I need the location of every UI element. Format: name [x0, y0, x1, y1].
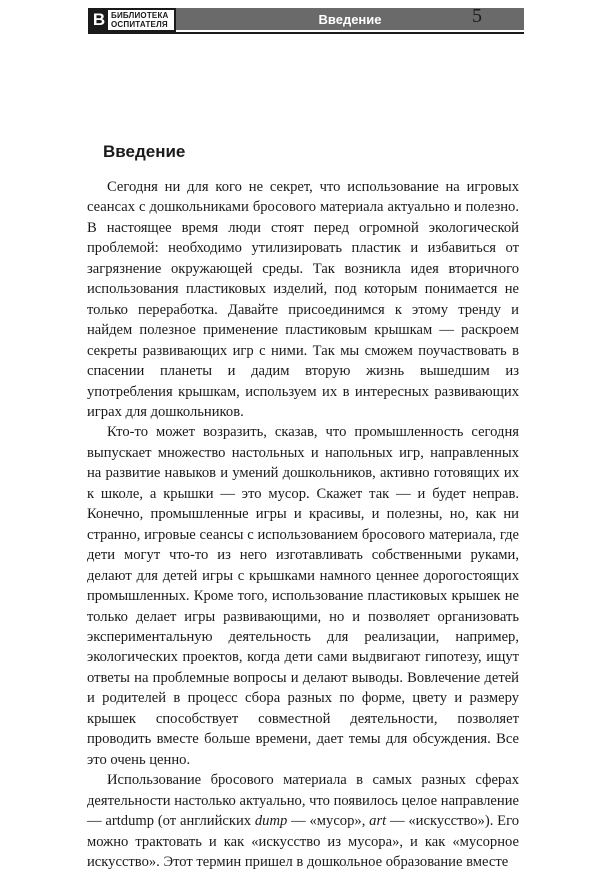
logo-line-1: БИБЛИОТЕКА	[111, 11, 169, 20]
header-section-title: Введение	[176, 8, 524, 30]
page-number: 5	[472, 5, 482, 27]
chapter-heading: Введение	[103, 142, 186, 161]
paragraph-1: Сегодня ни для кого не секрет, что использование на игровых сеансах с дошкольниками бросового материала актуально и полезно. В настоящее время люди стоят перед огромной экологической проблемой: необходимо утилизировать пластик и избавиться от загрязнение окружающей среды. Так возникла идея вторичного использования пластиковых изделий, под которым понимается не только переработка. Давайте присоединимся к этому тренду и найдем полезное применение пластиковым крышкам — раскроем секреты развивающих игр с ними. Так мы сможем поучаствовать в спасении планеты и дадим вторую жизнь вышедшим из употребления крышкам, используем их в интересных развивающих играх для дошкольников.	[87, 179, 519, 420]
body-text	[87, 177, 519, 872]
logo-text	[108, 11, 169, 29]
running-header	[88, 8, 524, 34]
paragraph-2: Кто-то может возразить, сказав, что промышленность сегодня выпускает множество настольных и напольных игр, направленных на развитие навыков и умений дошкольников, активно готовящих их к школе, а крышки — это мусор. Скажет так — и будет неправ. Конечно, промышленные игры и красивы, и полезны, но, как ни странно, игровые сеансы с использованием бросового материала, где дети могут что-то из него изготавливать собственными руками, делают для детей игры с крышками намного ценнее дорогостоящих промышленных. Кроме того, использование пластиковых крышек не только делает игры развивающими, но и позволяет организовать экспериментальную деятельность для реализации, например, экологических проектов, когда дети сами выдвигают гипотезу, ищут ответы на проблемные вопросы и делают выводы. Вовлечение детей и родителей в процесс сбора разных по форме, цвету и размеру крышек способствует совместной деятельности, позволяет проводить вместе больше времени, дает темы для обсуждения. Все это очень ценно.	[87, 424, 519, 768]
logo-letter: В	[90, 9, 108, 31]
paragraph-3-part-2: — «мусор»,	[287, 813, 370, 830]
term-art: art	[369, 813, 387, 830]
term-dump: dump	[254, 813, 288, 830]
series-logo	[88, 8, 176, 32]
paragraph-3-part-1: Использование бросового материала в самых разных сферах деятельности настолько актуально, что появилось целое направление — artdump (от английских	[87, 772, 519, 830]
paragraph-3	[87, 770, 519, 872]
paragraph-3-part-3: — «искусство»). Его можно трактовать и как «искусство из мусора», и как «мусорное искусство». Этот термин пришел в дошкольное образование вместе	[87, 813, 519, 870]
logo-line-2: ОСПИТАТЕЛЯ	[111, 20, 168, 29]
